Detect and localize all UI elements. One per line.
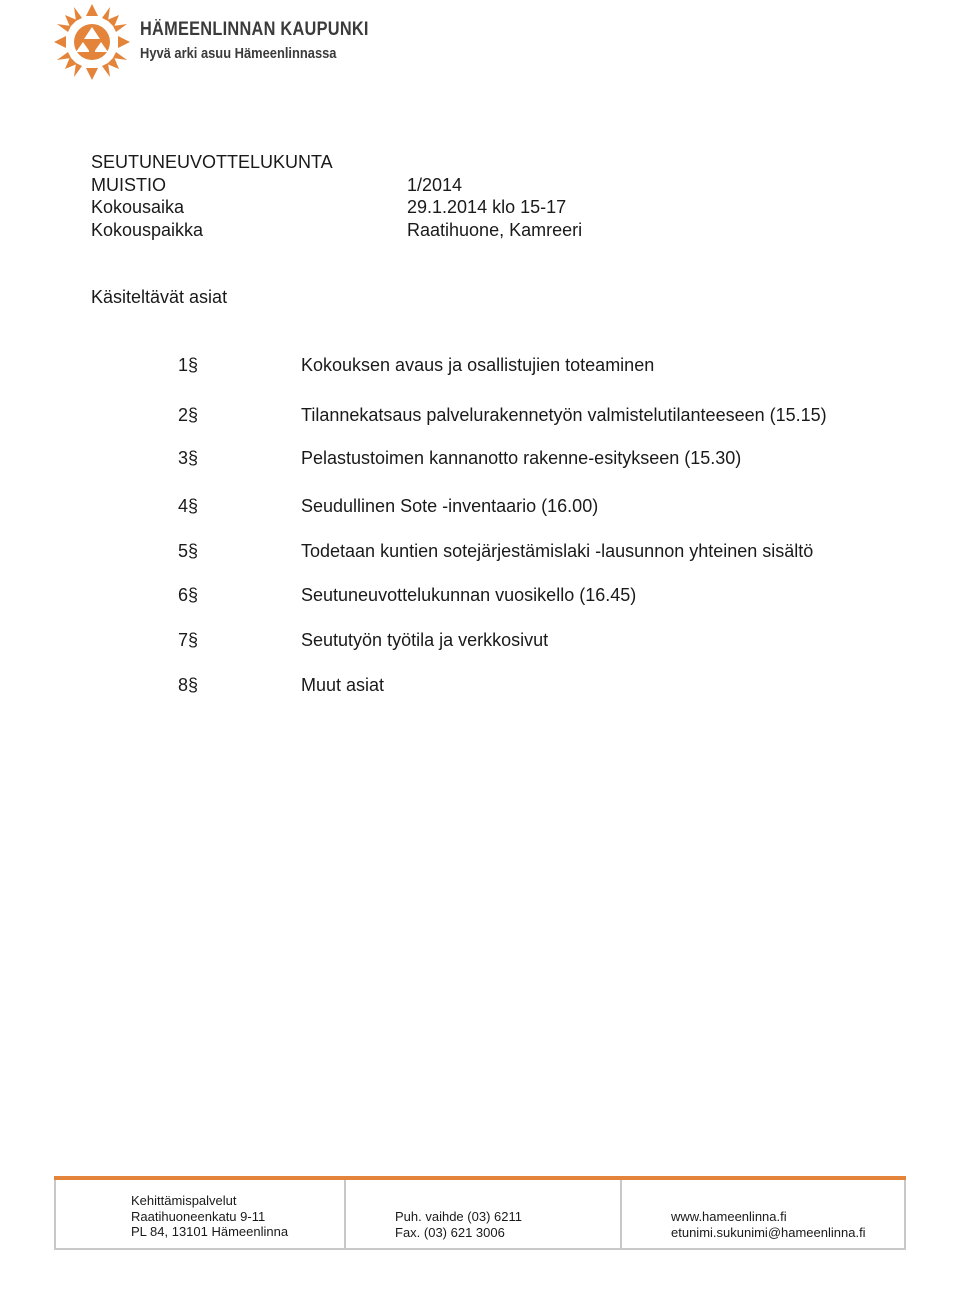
agenda-title: Tilannekatsaus palvelurakennetyön valmistelutilanteeseen (15.15) — [301, 405, 827, 425]
agenda-number: 4§ — [178, 496, 199, 516]
meta-value: Raatihuone, Kamreeri — [407, 219, 583, 240]
meta-label: Kokouspaikka — [91, 219, 204, 240]
agenda-title: Pelastustoimen kannanotto rakenne-esitykseen (15.30) — [301, 448, 742, 468]
footer-fax-number: Fax. (03) 621 3006 — [395, 1224, 505, 1240]
doc-number: 1/2014 — [407, 174, 463, 195]
agenda-number: 1§ — [178, 355, 199, 375]
section-title: Käsiteltävät asiat — [91, 287, 228, 307]
footer-web — [620, 1180, 904, 1248]
agenda-number: 3§ — [178, 448, 199, 468]
agenda-title: Muut asiat — [301, 675, 385, 695]
page-footer — [54, 1176, 906, 1250]
document-heading — [91, 151, 583, 241]
footer-phone — [344, 1180, 622, 1248]
footer-frame — [54, 1180, 906, 1250]
doc-type: MUISTIO — [91, 174, 166, 195]
footer-department: Kehittämispalvelut — [131, 1193, 237, 1208]
agenda-title: Seutuneuvottelukunnan vuosikello (16.45) — [301, 585, 637, 605]
sun-emblem-icon — [52, 2, 132, 82]
footer-website-link[interactable]: www.hameenlinna.fi — [671, 1209, 787, 1224]
agenda-title: Seututyön työtila ja verkkosivut — [301, 630, 549, 650]
footer-postal: PL 84, 13101 Hämeenlinna — [131, 1224, 289, 1239]
doc-type-row — [91, 174, 463, 197]
meta-value: 29.1.2014 klo 15-17 — [407, 197, 567, 217]
footer-phone-number: Puh. vaihde (03) 6211 — [395, 1209, 522, 1224]
meta-label: Kokousaika — [91, 197, 185, 217]
footer-street: Raatihuoneenkatu 9-11 — [131, 1208, 266, 1224]
agenda-title: Kokouksen avaus ja osallistujien toteaminen — [301, 355, 655, 375]
org-slogan: Hyvä arki asuu Hämeenlinnassa — [140, 45, 337, 62]
agenda-title: Todetaan kuntien sotejärjestämislaki -lausunnon yhteinen sisältö — [301, 541, 814, 561]
agenda-number: 8§ — [178, 675, 199, 695]
agenda-number: 6§ — [178, 585, 199, 605]
agenda-number: 5§ — [178, 541, 199, 561]
agenda-title: Seudullinen Sote -inventaario (16.00) — [301, 496, 599, 516]
city-logo — [52, 2, 372, 82]
meeting-time-row — [91, 196, 567, 219]
agenda-number: 2§ — [178, 405, 199, 425]
footer-email-link[interactable]: etunimi.sukunimi@hameenlinna.fi — [671, 1224, 866, 1240]
footer-address — [56, 1180, 344, 1248]
committee-name: SEUTUNEUVOTTELUKUNTA — [91, 152, 333, 172]
org-name: HÄMEENLINNAN KAUPUNKI — [140, 19, 369, 40]
meeting-place-row — [91, 219, 583, 242]
agenda-number: 7§ — [178, 630, 199, 650]
